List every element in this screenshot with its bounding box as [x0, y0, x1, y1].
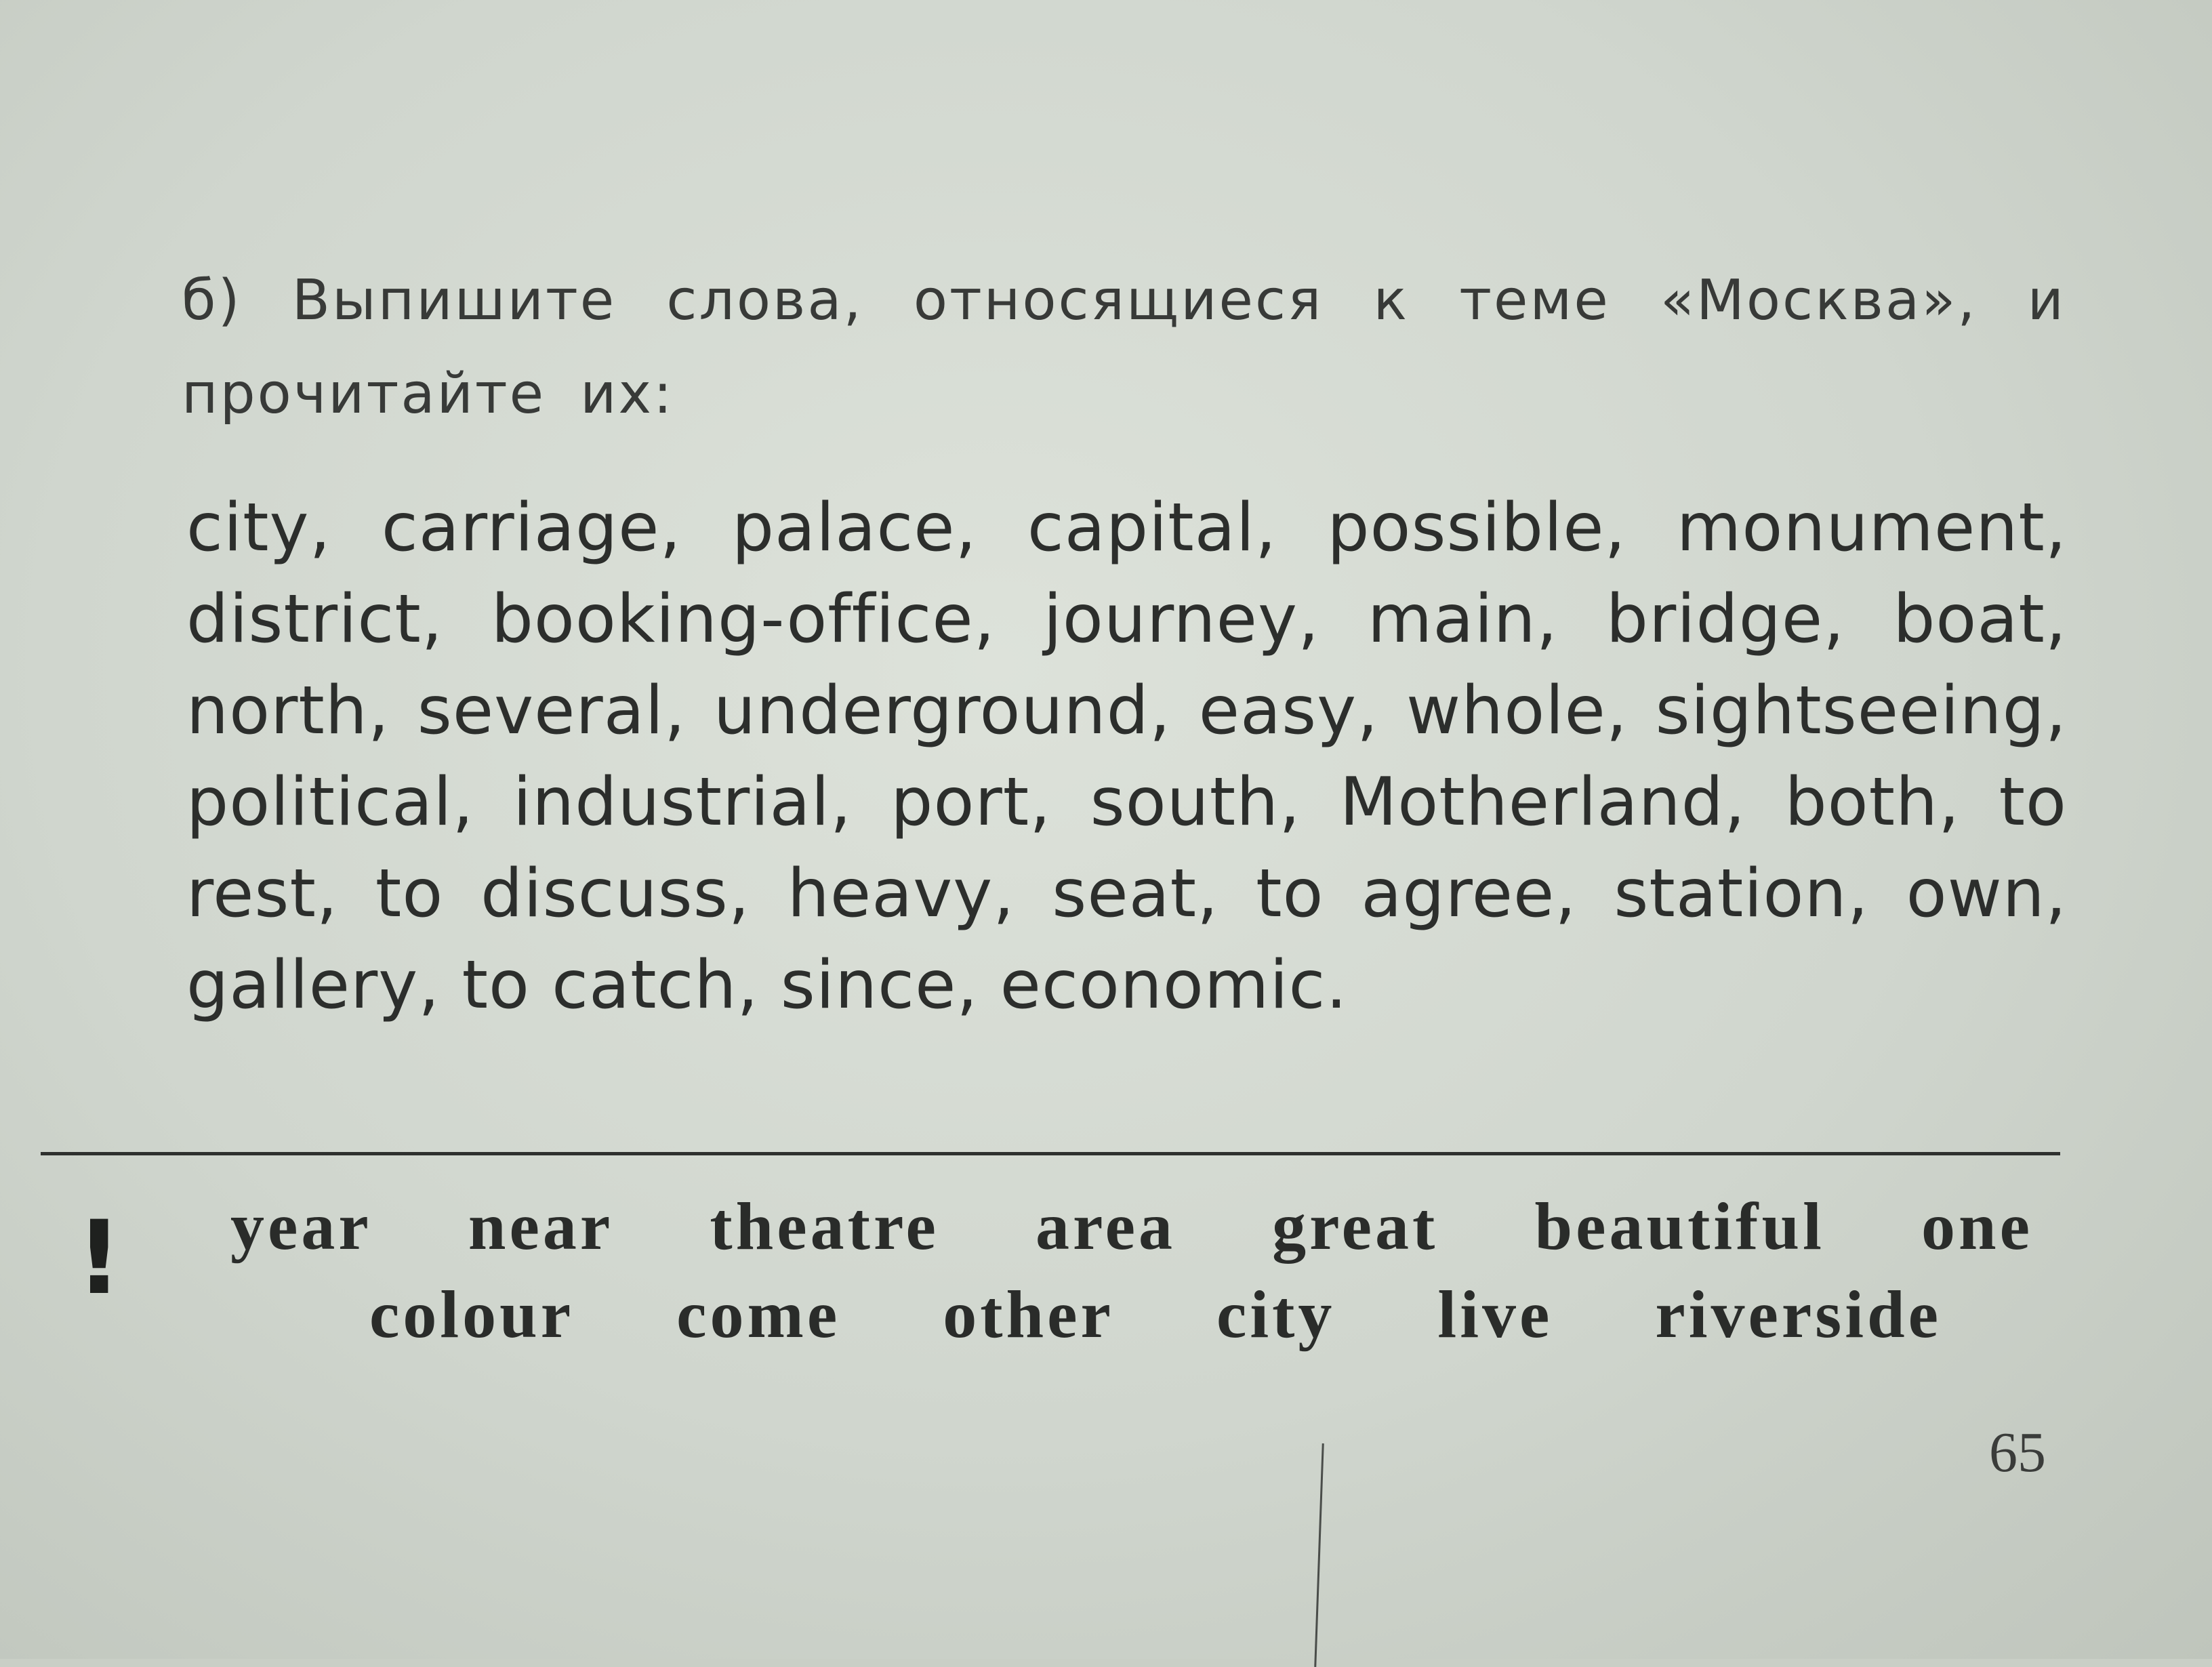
- instruction-line-1: [182, 254, 2066, 348]
- vocabulary-row-1: [230, 1182, 2033, 1271]
- vocabulary-word: colour: [369, 1277, 575, 1352]
- vocabulary-word: one: [1921, 1189, 2033, 1264]
- instruction-word: относящиеся: [913, 268, 1324, 333]
- vocabulary-word: riverside: [1655, 1277, 1942, 1352]
- instruction-word: слова,: [666, 268, 863, 333]
- vocabulary-word: near: [468, 1189, 614, 1264]
- vocabulary-word: city: [1216, 1277, 1336, 1352]
- vocabulary-word: beautiful: [1534, 1189, 1825, 1264]
- vocabulary-word: theatre: [710, 1189, 939, 1264]
- instruction-word: Выпишите: [291, 268, 617, 333]
- exercise-instruction: [182, 254, 2066, 441]
- vocabulary-word: live: [1437, 1277, 1553, 1352]
- vocabulary-word: come: [676, 1277, 841, 1352]
- vocabulary-box: [230, 1182, 2033, 1359]
- vocabulary-row-2: [369, 1271, 1942, 1359]
- vocabulary-word: year: [230, 1189, 372, 1264]
- instruction-word: и: [2027, 268, 2066, 333]
- vocabulary-word: great: [1272, 1189, 1439, 1264]
- moscow-word-list: city, carriage, palace, capital, possible, monument, district, booking-office, journey, main, bridge, boat, north, several, underground, easy, whole, sightseeing, political, industrial, port, south, Motherland, both, to rest, to discuss, heavy, seat, to agree, station, own, gallery, to catch, since, economic.: [186, 489, 2067, 1024]
- cut-off-previous-line: [224, 0, 1511, 14]
- vocabulary-word: area: [1036, 1189, 1176, 1264]
- instruction-word: теме: [1459, 268, 1610, 333]
- instruction-word: б): [182, 268, 242, 333]
- exclamation-mark-icon: !: [76, 1199, 123, 1317]
- page-number: 65: [1989, 1421, 2046, 1484]
- instruction-line-2: прочитайте их:: [182, 362, 674, 426]
- instruction-word: к: [1373, 268, 1410, 333]
- section-divider: [41, 1152, 2060, 1155]
- instruction-word: «Москва»,: [1660, 268, 1978, 333]
- paper-crease: [1314, 1443, 1324, 1667]
- vocabulary-word: other: [943, 1277, 1114, 1352]
